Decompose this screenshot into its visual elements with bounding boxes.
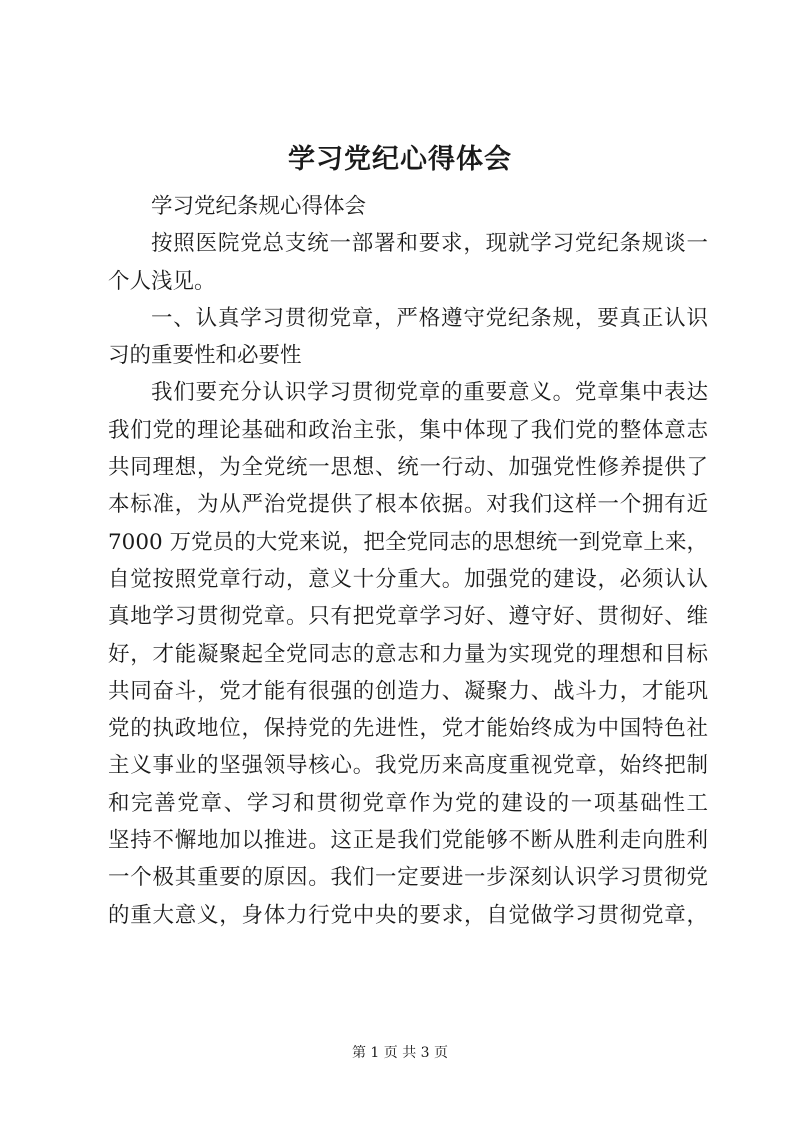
paragraph-line: 真地学习贯彻党章。只有把党章学习好、遵守好、贯彻好、维 [108, 604, 708, 630]
paragraph-line: 一个极其重要的原因。我们一定要进一步深刻认识学习贯彻党 [108, 865, 708, 891]
paragraph-line: 和完善党章、学习和贯彻党章作为党的建设的一项基础性工 [108, 790, 708, 816]
document-title: 学习党纪心得体会 [288, 144, 512, 175]
paragraph-line: 的重大意义，身体力行党中央的要求，自觉做学习贯彻党章， [108, 902, 708, 928]
paragraph-line: 坚持不懈地加以推进。这正是我们党能够不断从胜利走向胜利 [108, 828, 708, 854]
paragraph-line: 我们党的理论基础和政治主张，集中体现了我们党的整体意志 [108, 417, 708, 443]
page-footer: 第 1 页 共 3 页 [351, 1045, 449, 1061]
paragraph-line: 按照医院党总支统一部署和要求，现就学习党纪条规谈一 [151, 231, 708, 257]
paragraph-line: 自觉按照党章行动，意义十分重大。加强党的建设，必须认认 [108, 566, 708, 592]
paragraph-line: 个人浅见。 [108, 268, 216, 294]
paragraph-line: 主义事业的坚强领导核心。我党历来高度重视党章，始终把制 [108, 753, 708, 779]
paragraph-line: 好，才能凝聚起全党同志的意志和力量为实现党的理想和目标 [108, 641, 708, 667]
paragraph-line: 我们要充分认识学习贯彻党章的重要意义。党章集中表达 [151, 380, 708, 406]
section-heading-line: 一、认真学习贯彻党章，严格遵守党纪条规，要真正认识 [151, 305, 708, 331]
paragraph-line: 共同奋斗，党才能有很强的创造力、凝聚力、战斗力，才能巩 [108, 678, 708, 704]
paragraph-line: 党的执政地位，保持党的先进性，党才能始终成为中国特色社 [108, 716, 708, 742]
subtitle-line: 学习党纪条规心得体会 [151, 194, 367, 219]
paragraph-line: 本标准，为从严治党提供了根本依据。对我们这样一个拥有近 [108, 492, 708, 518]
paragraph-line: 共同理想，为全党统一思想、统一行动、加强党性修养提供了 [108, 455, 708, 481]
document-body [108, 188, 708, 934]
section-heading-line: 习的重要性和必要性 [108, 343, 302, 369]
paragraph-line: 7000 万党员的大党来说，把全党同志的思想统一到党章上来， [108, 529, 708, 555]
